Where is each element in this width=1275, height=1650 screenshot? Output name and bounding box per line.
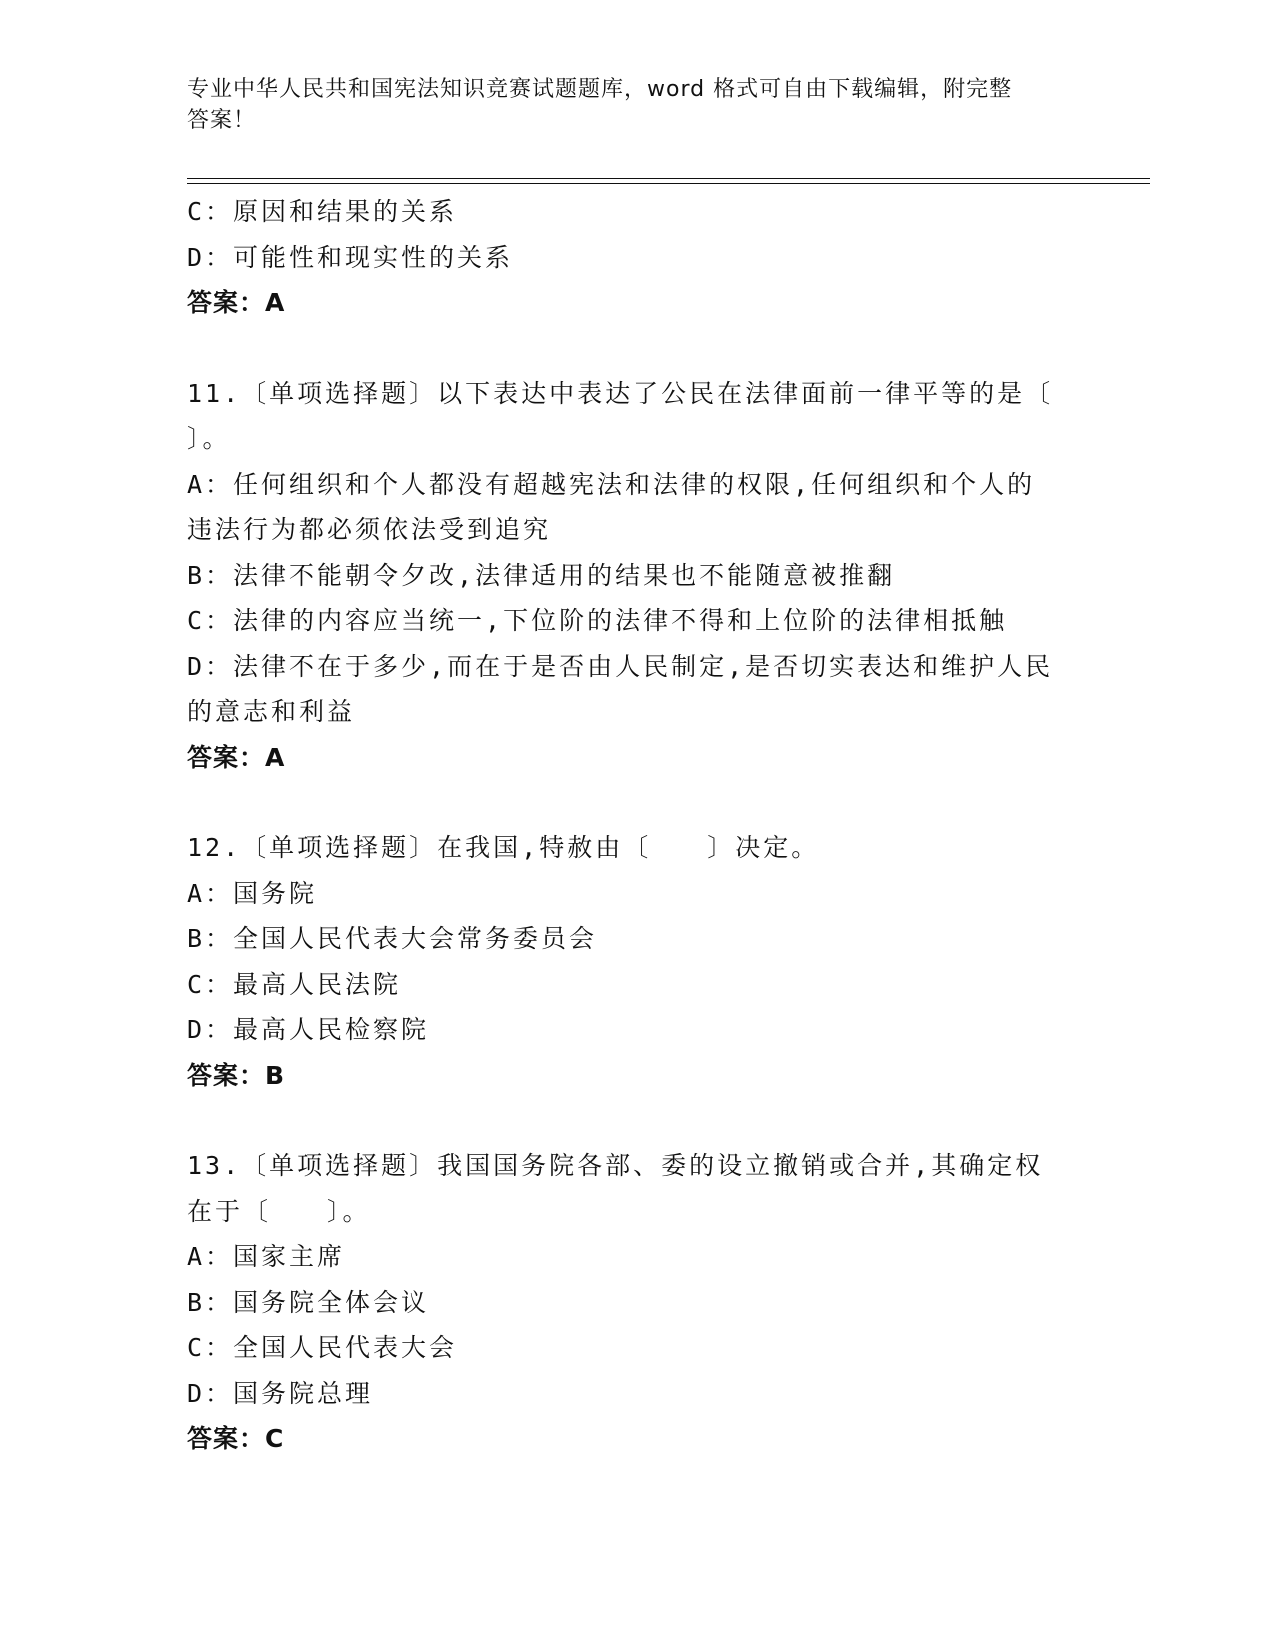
question-stem-continued: 〕。	[187, 424, 231, 453]
option-a: A：任何组织和个人都没有超越宪法和法律的权限,任何组织和个人的	[187, 469, 1036, 499]
document-header	[187, 74, 1067, 136]
option-d-continued: 的意志和利益	[187, 697, 356, 726]
spacer	[187, 780, 1067, 825]
option-d: D：最高人民检察院	[187, 1015, 430, 1044]
spacer	[187, 326, 1067, 371]
header-divider-bottom	[187, 183, 1150, 184]
question-stem: 12.〔单项选择题〕在我国,特赦由〔 〕决定。	[187, 833, 820, 862]
option-c: C：原因和结果的关系	[187, 197, 458, 226]
answer: 答案：A	[187, 742, 286, 772]
question-11	[187, 371, 1067, 781]
answer: 答案：B	[187, 1060, 286, 1090]
question-stem: 13.〔单项选择题〕我国国务院各部、委的设立撤销或合并,其确定权	[187, 1151, 1044, 1180]
question-10-tail	[187, 189, 1067, 326]
question-list	[187, 189, 1067, 1462]
option-d: D：可能性和现实性的关系	[187, 242, 514, 272]
question-12	[187, 825, 1067, 1098]
option-b: B：国务院全体会议	[187, 1287, 430, 1317]
option-c: C：最高人民法院	[187, 969, 402, 999]
header-line-1: 专业中华人民共和国宪法知识竞赛试题题库，word 格式可自由下载编辑，附完整	[187, 77, 1013, 102]
option-c: C：全国人民代表大会	[187, 1333, 458, 1362]
answer: 答案：A	[187, 288, 286, 317]
question-stem-continued: 在于〔 〕。	[187, 1196, 371, 1226]
option-b: B：法律不能朝令夕改,法律适用的结果也不能随意被推翻	[187, 560, 896, 590]
option-a-continued: 违法行为都必须依法受到追究	[187, 515, 552, 544]
option-a: A：国务院	[187, 878, 318, 908]
option-c: C：法律的内容应当统一,下位阶的法律不得和上位阶的法律相抵触	[187, 606, 1008, 635]
option-b: B：全国人民代表大会常务委员会	[187, 924, 598, 953]
question-stem: 11.〔单项选择题〕以下表达中表达了公民在法律面前一律平等的是〔	[187, 378, 1054, 408]
option-d: D：国务院总理	[187, 1378, 374, 1408]
header-divider-top	[187, 178, 1150, 179]
spacer	[187, 1098, 1067, 1143]
header-line-2: 答案！	[187, 108, 257, 133]
answer: 答案：C	[187, 1424, 285, 1453]
option-d: D：法律不在于多少,而在于是否由人民制定,是否切实表达和维护人民	[187, 651, 1054, 681]
option-a: A：国家主席	[187, 1242, 346, 1271]
question-13	[187, 1143, 1067, 1462]
